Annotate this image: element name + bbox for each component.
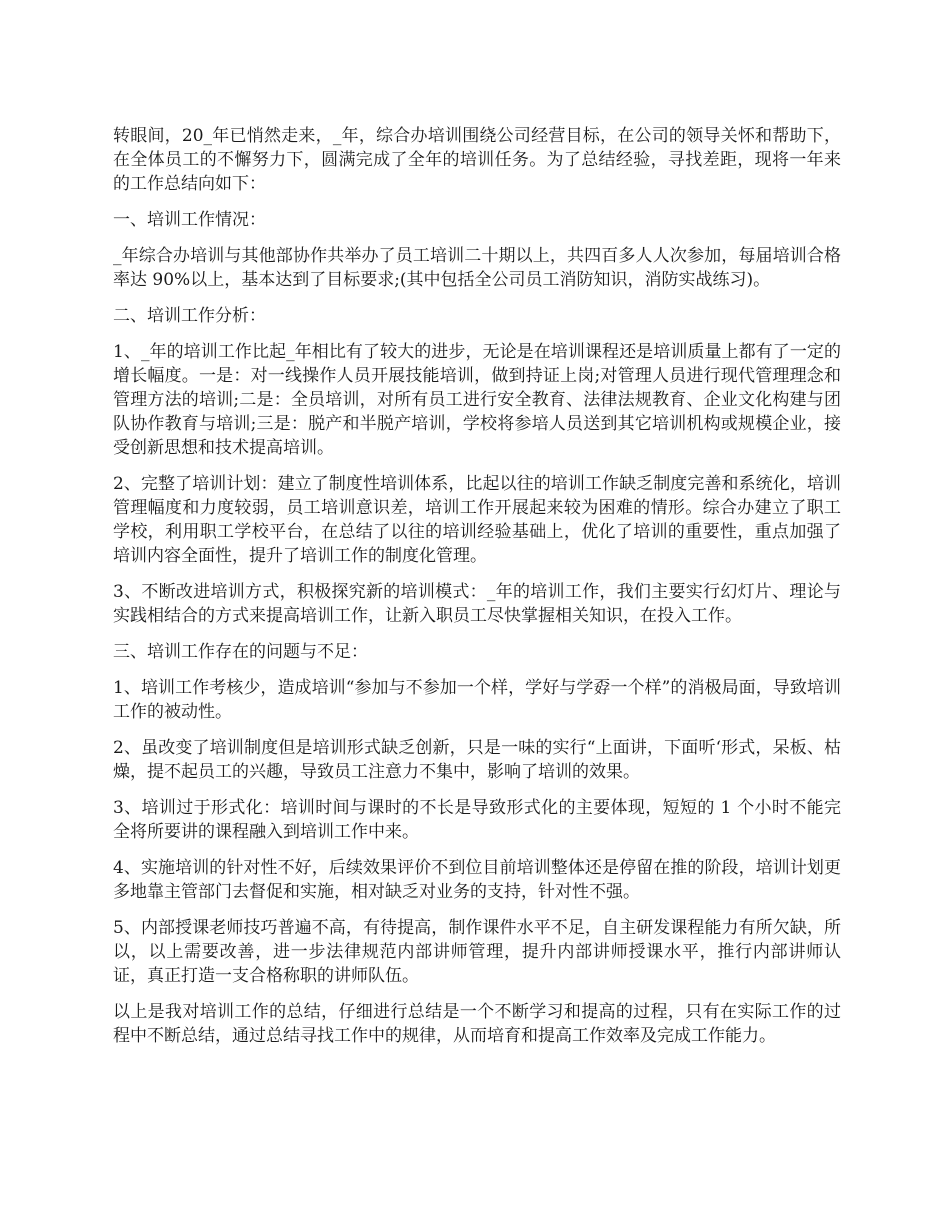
section-heading-3: 三、培训工作存在的问题与不足： bbox=[113, 642, 368, 662]
intro-paragraph: 转眼间，20_年已悄然走来，_年，综合办培训围绕公司经营目标，在公司的领导关怀和帮助下，在全体员工的不懈努力下，圆满完成了全年的培训任务。为了总结经验，寻找差距，现将一年来的工作总结向如下： bbox=[113, 126, 841, 194]
paragraph: 1、培训工作考核少，造成培训“参加与不参加一个样，学好与学孬一个样”的消极局面，导致培训工作的被动性。 bbox=[113, 678, 841, 722]
document-body bbox=[113, 124, 841, 1060]
section-heading-1: 一、培训工作情况： bbox=[113, 210, 266, 230]
paragraph: 5、内部授课老师技巧普遍不高，有待提高，制作课件水平不足，自主研发课程能力有所欠缺，所以，以上需要改善，进一步法律规范内部讲师管理，提升内部讲师授课水平，推行内部讲师认证，真正打造一支合格称职的讲师队伍。 bbox=[113, 918, 841, 986]
paragraph: 2、虽改变了培训制度但是培训形式缺乏创新，只是一味的实行“上面讲，下面听‘形式，呆板、枯燥，提不起员工的兴趣，导致员工注意力不集中，影响了培训的效果。 bbox=[113, 738, 841, 782]
paragraph: 2、完整了培训计划：建立了制度性培训体系，比起以往的培训工作缺乏制度完善和系统化，培训管理幅度和力度较弱，员工培训意识差，培训工作开展起来较为困难的情形。综合办建立了职工学校，利用职工学校平台，在总结了以往的培训经验基础上，优化了培训的重要性，重点加强了培训内容全面性，提升了培训工作的制度化管理。 bbox=[113, 474, 841, 566]
conclusion-paragraph: 以上是我对培训工作的总结，仔细进行总结是一个不断学习和提高的过程，只有在实际工作的过程中不断总结，通过总结寻找工作中的规律，从而培育和提高工作效率及完成工作能力。 bbox=[113, 1002, 841, 1046]
section-heading-2: 二、培训工作分析： bbox=[113, 306, 266, 326]
paragraph: 4、实施培训的针对性不好，后续效果评价不到位目前培训整体还是停留在推的阶段，培训计划更多地靠主管部门去督促和实施，相对缺乏对业务的支持，针对性不强。 bbox=[113, 858, 841, 902]
paragraph: 3、培训过于形式化：培训时间与课时的不长是导致形式化的主要体现，短短的 1 个小时不能完全将所要讲的课程融入到培训工作中来。 bbox=[113, 798, 841, 842]
paragraph: 1、_年的培训工作比起_年相比有了较大的进步，无论是在培训课程还是培训质量上都有了一定的增长幅度。一是：对一线操作人员开展技能培训，做到持证上岗;对管理人员进行现代管理理念和管理方法的培训;二是：全员培训，对所有员工进行安全教育、法律法规教育、企业文化构建与团队协作教育与培训;三是：脱产和半脱产培训，学校将参培人员送到其它培训机构或规模企业，接受创新思想和技术提高培训。 bbox=[113, 342, 841, 458]
paragraph: 3、不断改进培训方式，积极探究新的培训模式：_年的培训工作，我们主要实行幻灯片、理论与实践相结合的方式来提高培训工作，让新入职员工尽快掌握相关知识，在投入工作。 bbox=[113, 582, 841, 626]
paragraph: _年综合办培训与其他部协作共举办了员工培训二十期以上，共四百多人人次参加，每届培训合格率达 90%以上，基本达到了目标要求;(其中包括全公司员工消防知识，消防实战练习)。 bbox=[113, 246, 841, 290]
